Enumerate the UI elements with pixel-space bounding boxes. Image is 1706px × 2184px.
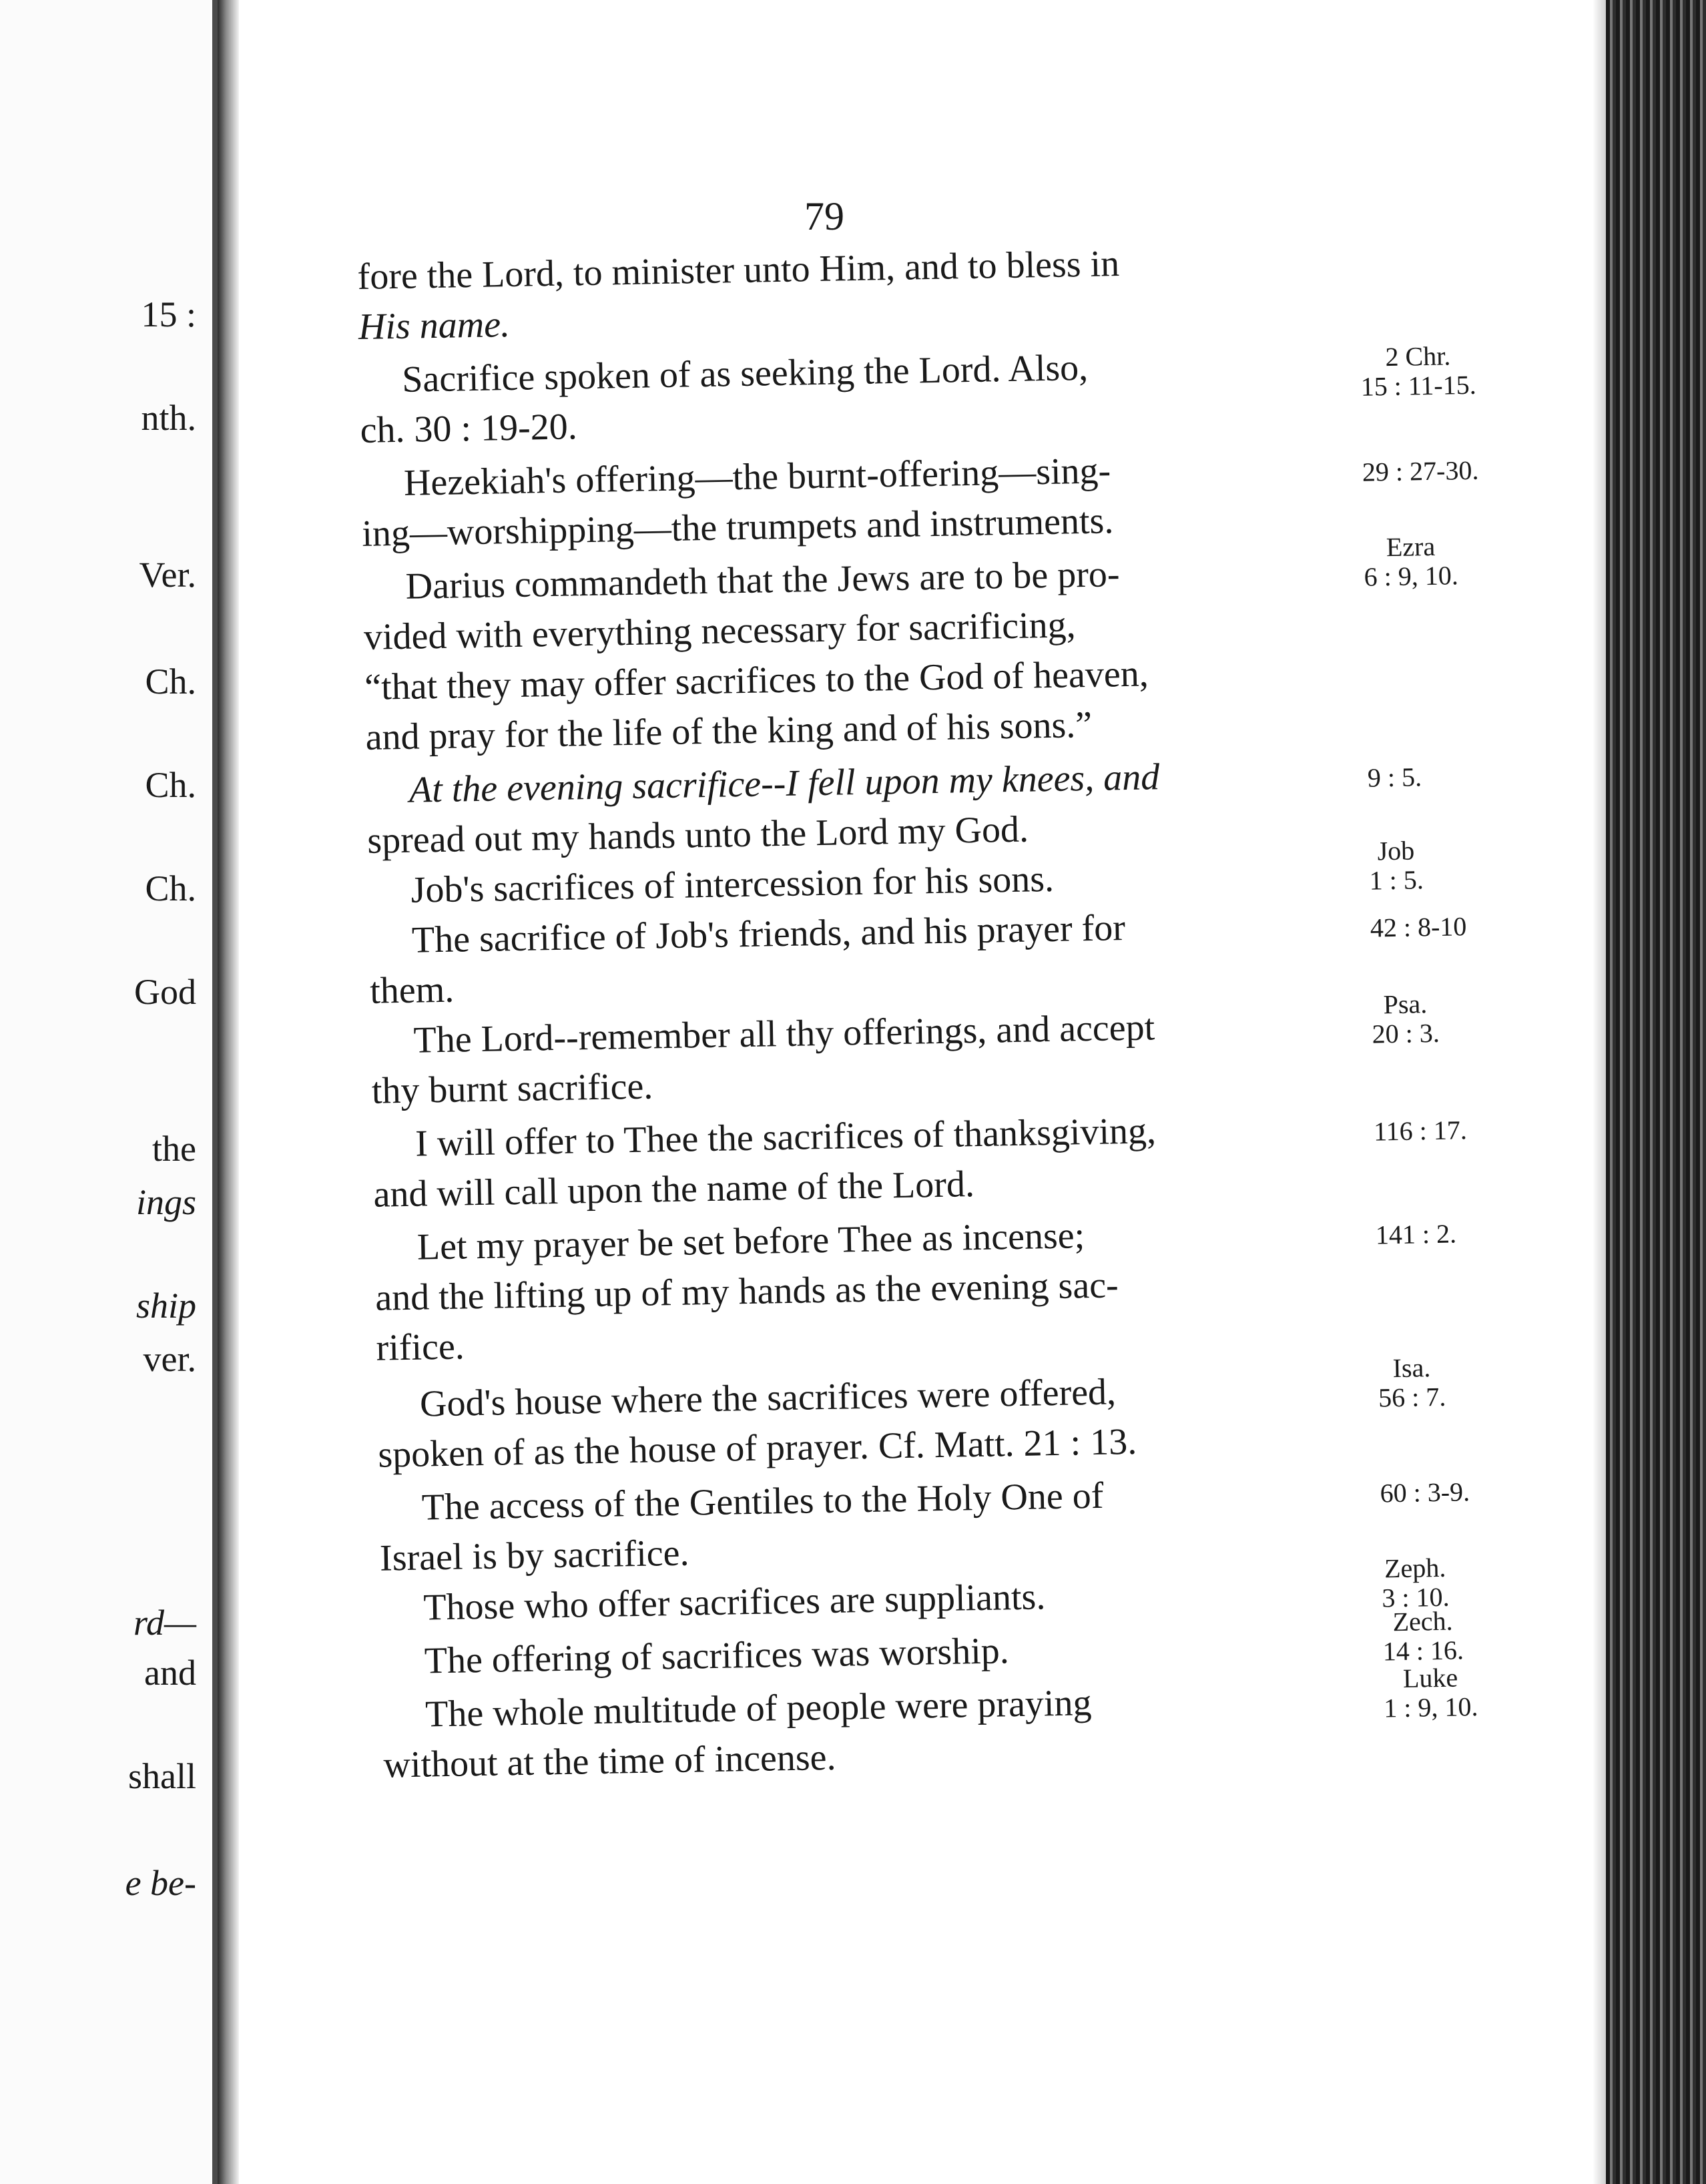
left-page-fragment: and <box>144 1653 196 1693</box>
reference-book: 2 Chr. <box>1385 340 1451 372</box>
reference-verse: 141 : 2. <box>1375 1218 1457 1250</box>
margin-reference <box>1368 762 1422 792</box>
left-page-fragment: shall <box>128 1756 196 1796</box>
reference-book: Zeph. <box>1384 1552 1446 1584</box>
line-text: rifice. <box>376 1326 465 1369</box>
line-text: ch. 30 : 19-20. <box>360 406 578 451</box>
reference-book: Ezra <box>1386 531 1436 563</box>
line-text: Let my prayer be set before Thee as incense; <box>416 1215 1085 1268</box>
line-text: vided with everything necessary for sacrificing, <box>363 604 1077 658</box>
line-text: Hezekiah's offering—the burnt-offering—sing- <box>403 450 1111 504</box>
page-edge-shadow <box>1593 0 1606 2184</box>
margin-reference <box>1364 531 1459 591</box>
margin-reference <box>1362 456 1479 487</box>
margin-reference <box>1376 1219 1457 1250</box>
line-text: Darius commandeth that the Jews are to be pro- <box>405 553 1120 607</box>
left-page-fragment: ings <box>135 1182 196 1222</box>
reference-verse: 9 : 5. <box>1367 762 1422 793</box>
reference-verse: 1 : 9, 10. <box>1383 1691 1478 1723</box>
margin-reference <box>1360 341 1476 402</box>
line-text: The access of the Gentiles to the Holy One of <box>421 1474 1104 1529</box>
book-page-edges <box>1606 0 1706 2184</box>
reference-verse: 60 : 3-9. <box>1380 1476 1470 1509</box>
page-number: 79 <box>804 194 844 238</box>
reference-verse: 1 : 5. <box>1369 864 1424 896</box>
line-text: Job's sacrifices of intercession for his sons. <box>410 858 1055 911</box>
line-text: Israel is by sacrifice. <box>379 1532 689 1579</box>
margin-reference <box>1383 1663 1478 1723</box>
reference-book: Luke <box>1402 1662 1458 1693</box>
line-text: and will call upon the name of the Lord. <box>373 1163 975 1215</box>
line-text: them. <box>369 969 455 1012</box>
line-text: The Lord--remember all thy offerings, and accept <box>413 1007 1155 1061</box>
line-text: and the lifting up of my hands as the evening sac- <box>374 1264 1119 1319</box>
margin-reference <box>1382 1606 1464 1666</box>
left-page-fragment: Ch. <box>145 661 196 702</box>
margin-reference <box>1371 989 1440 1049</box>
margin-reference <box>1378 1353 1446 1413</box>
line-text: ing—worshipping—the trumpets and instruments. <box>361 500 1114 555</box>
margin-reference <box>1368 836 1424 895</box>
line-text: God's house where the sacrifices were offered, <box>419 1371 1117 1425</box>
left-page-fragment: Ch. <box>145 765 196 805</box>
line-text: thy burnt sacrifice. <box>371 1065 653 1112</box>
line-text: Sacrifice spoken of as seeking the Lord. Also, <box>401 346 1089 400</box>
line-text: and pray for the life of the king and of his sons.” <box>365 704 1093 758</box>
left-page-fragment: ver. <box>143 1339 196 1379</box>
reference-book: Psa. <box>1383 989 1428 1020</box>
left-page-fragment: the <box>152 1129 196 1169</box>
reference-verse: 29 : 27-30. <box>1362 455 1479 487</box>
reference-book: Isa. <box>1392 1352 1431 1384</box>
reference-verse: 3 : 10. <box>1381 1581 1450 1613</box>
left-page-fragment: ship <box>135 1286 196 1326</box>
line-text: At the evening sacrifice--I fell upon my knees, and <box>408 756 1160 811</box>
line-text: Those who offer sacrifices are suppliants. <box>422 1576 1046 1629</box>
reference-book: Job <box>1377 835 1415 866</box>
reference-verse: 116 : 17. <box>1373 1115 1468 1147</box>
line-text: fore the Lord, to minister unto Him, and to bless in <box>357 243 1120 298</box>
margin-reference <box>1374 1115 1467 1146</box>
reference-verse: 20 : 3. <box>1372 1017 1440 1049</box>
left-page-fragment: Ch. <box>145 868 196 908</box>
line-text: spoken of as the house of prayer. Cf. Matt. 21 : 13. <box>377 1420 1137 1476</box>
left-page-fragment: Ver. <box>139 555 196 595</box>
book-gutter <box>218 0 239 2184</box>
margin-reference <box>1381 1553 1450 1613</box>
line-text: “that they may offer sacrifices to the God of heaven, <box>364 653 1149 708</box>
text-line <box>381 1621 1356 1685</box>
margin-reference <box>1380 1477 1470 1508</box>
reference-verse: 6 : 9, 10. <box>1364 560 1459 592</box>
line-text: The offering of sacrifices was worship. <box>424 1630 1010 1682</box>
line-text: without at the time of incense. <box>382 1736 837 1786</box>
reference-verse: 42 : 8-10 <box>1370 911 1467 943</box>
margin-reference <box>1370 912 1466 943</box>
left-page-fragment: e be- <box>125 1863 196 1903</box>
reference-book: Zech. <box>1392 1605 1453 1637</box>
line-text: His name. <box>358 304 511 348</box>
line-text: The whole multitude of people were praying <box>424 1682 1092 1735</box>
left-facing-page <box>0 0 218 2184</box>
line-text: spread out my hands unto the Lord my God. <box>366 808 1029 862</box>
line-text: I will offer to Thee the sacrifices of thanksgiving, <box>414 1110 1157 1165</box>
reference-verse: 14 : 16. <box>1382 1635 1464 1667</box>
line-text: The sacrifice of Job's friends, and his prayer for <box>411 907 1126 961</box>
left-page-fragment: God <box>134 972 196 1012</box>
reference-verse: 56 : 7. <box>1378 1381 1446 1413</box>
left-page-fragment: 15 : <box>141 294 196 334</box>
left-page-fragment: nth. <box>141 398 196 438</box>
left-page-fragment: rd— <box>133 1603 196 1643</box>
reference-verse: 15 : 11-15. <box>1360 369 1477 402</box>
